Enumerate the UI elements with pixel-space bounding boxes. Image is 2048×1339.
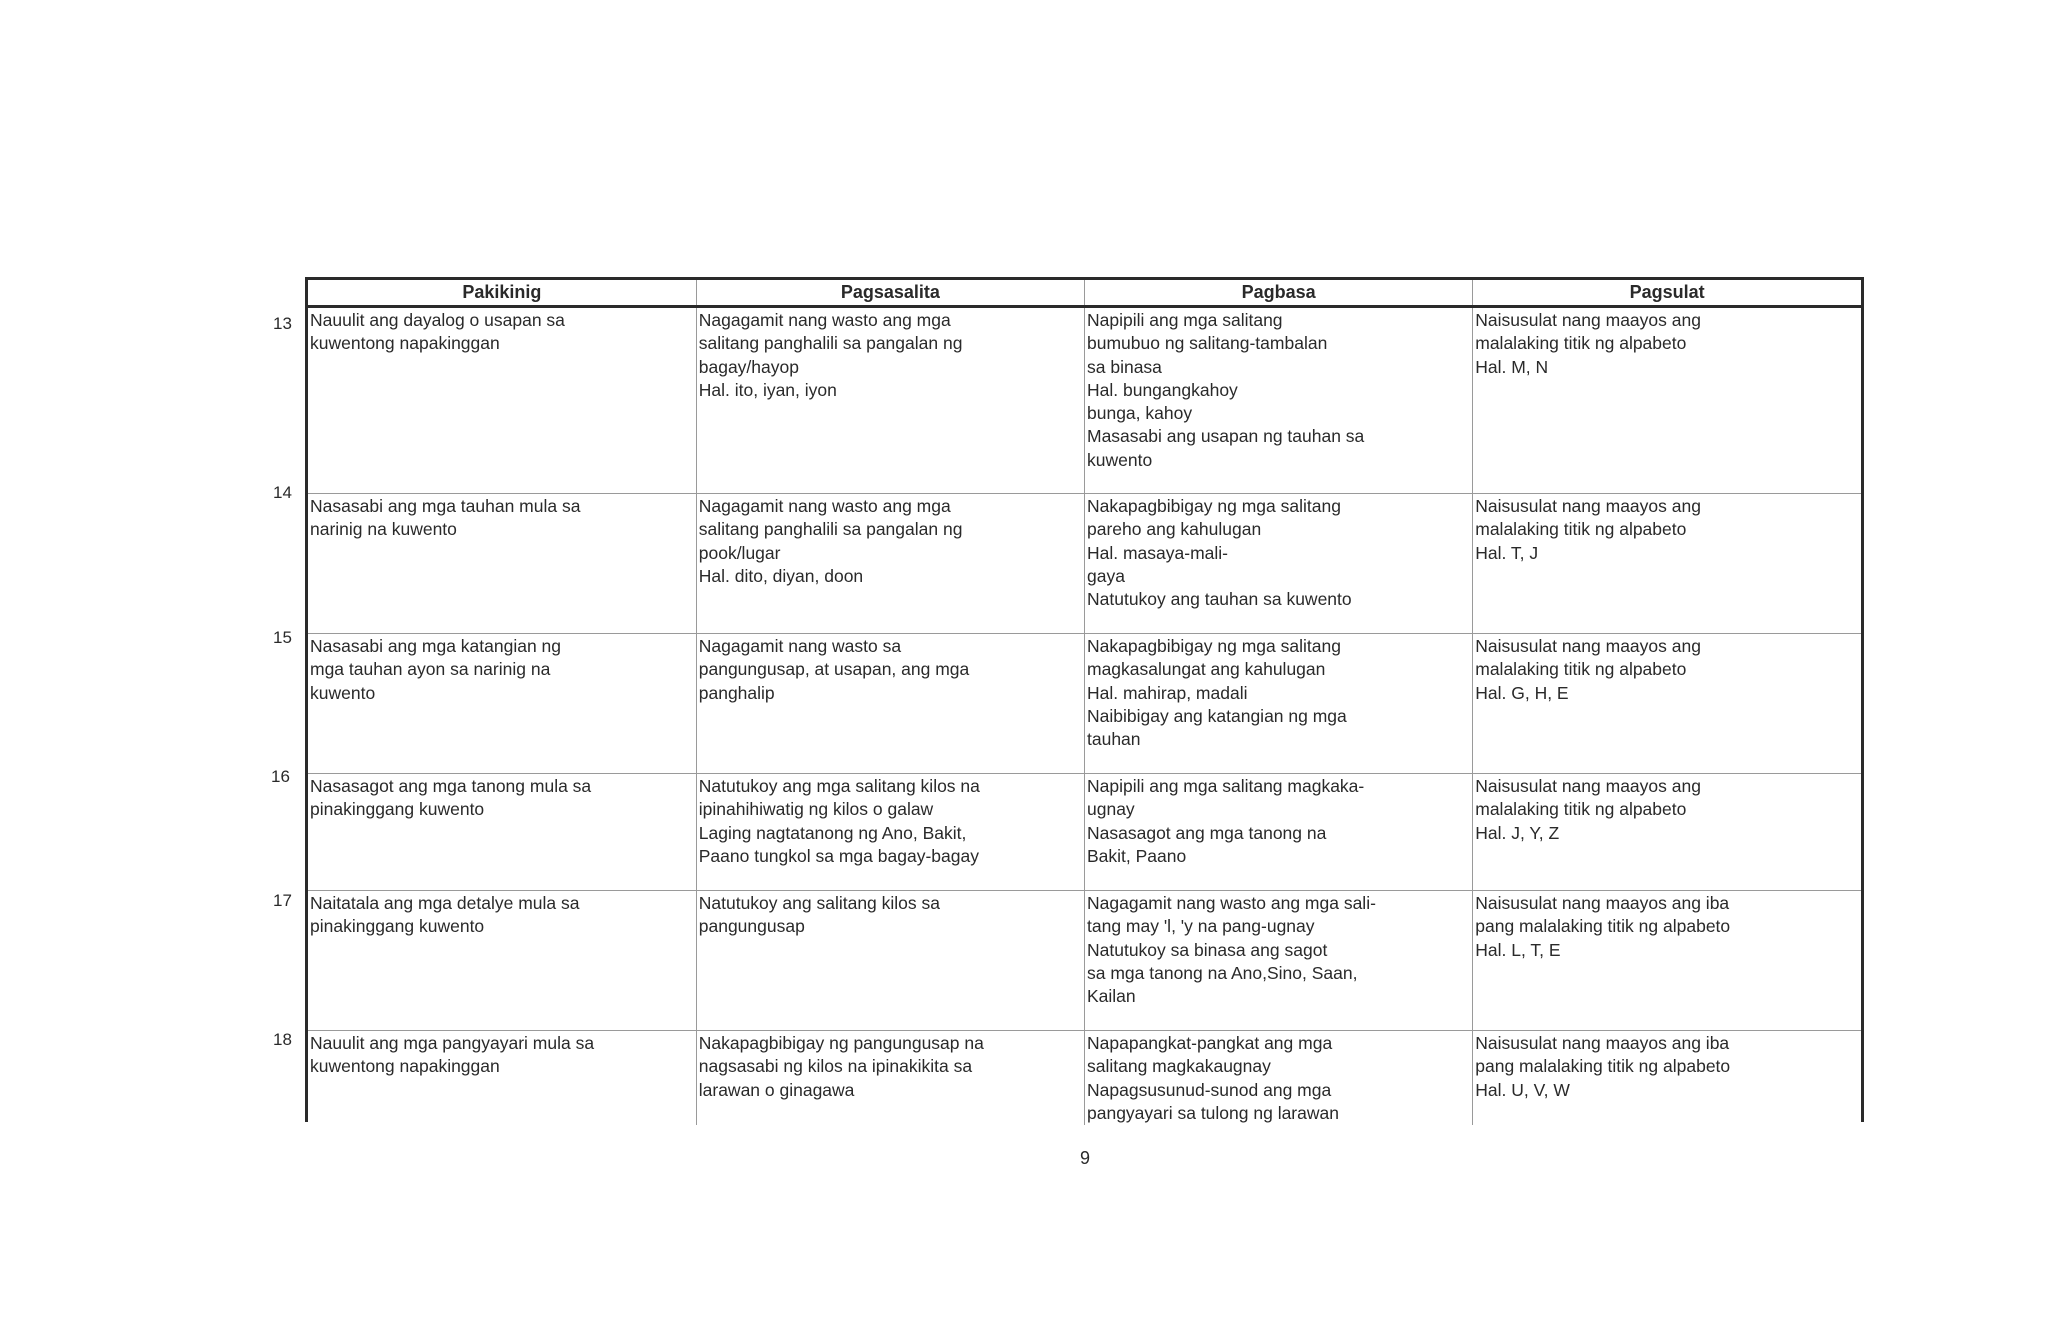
table-cell: Naitatala ang mga detalye mula sa pinakinggang kuwento (308, 891, 696, 1031)
table-cell: Naisusulat nang maayos ang malalaking titik ng alpabeto Hal. T, J (1473, 494, 1861, 634)
table-cell: Nakapagbibigay ng mga salitang pareho ang kahulugan Hal. masaya-mali- gaya Natutukoy ang tauhan sa kuwento (1085, 494, 1473, 634)
row-number: 13 (273, 314, 292, 333)
table-cell: Napapangkat-pangkat ang mga salitang magkakaugnay Napagsusunud-sunod ang mga pangyayari sa tulong ng larawan (1085, 1031, 1473, 1126)
table-cell: Nagagamit nang wasto ang mga sali- tang may 'l, 'y na pang-ugnay Natutukoy sa binasa ang sagot sa mga tanong na Ano,Sino, Saan, Kailan (1085, 891, 1473, 1031)
competency-table (305, 277, 1864, 1122)
table-cell: Nagagamit nang wasto ang mga salitang panghalili sa pangalan ng pook/lugar Hal. dito, diyan, doon (696, 494, 1084, 634)
table-row (308, 891, 1861, 1031)
table-cell: Nasasabi ang mga katangian ng mga tauhan ayon sa narinig na kuwento (308, 634, 696, 774)
page-number: 9 (1079, 1148, 1090, 1168)
table-cell: Nagagamit nang wasto ang mga salitang panghalili sa pangalan ng bagay/hayop Hal. ito, iyan, iyon (696, 307, 1084, 494)
column-header-pagsasalita: Pagsasalita (696, 280, 1084, 307)
table-header-row (308, 280, 1861, 307)
table-cell: Naisusulat nang maayos ang malalaking titik ng alpabeto Hal. M, N (1473, 307, 1861, 494)
table-row (308, 774, 1861, 891)
table-row (308, 494, 1861, 634)
table-row (308, 307, 1861, 494)
row-number: 17 (273, 891, 292, 910)
table-cell: Nagagamit nang wasto sa pangungusap, at usapan, ang mga panghalip (696, 634, 1084, 774)
table-cell: Nasasagot ang mga tanong mula sa pinakinggang kuwento (308, 774, 696, 891)
table-cell: Nasasabi ang mga tauhan mula sa narinig na kuwento (308, 494, 696, 634)
column-header-pagbasa: Pagbasa (1085, 280, 1473, 307)
column-header-pagsulat: Pagsulat (1473, 280, 1861, 307)
table-cell: Napipili ang mga salitang magkaka- ugnay Nasasagot ang mga tanong na Bakit, Paano (1085, 774, 1473, 891)
row-number: 14 (273, 483, 292, 502)
table-cell: Naisusulat nang maayos ang iba pang malalaking titik ng alpabeto Hal. L, T, E (1473, 891, 1861, 1031)
row-number: 16 (271, 767, 290, 786)
table-cell: Natutukoy ang salitang kilos sa pangungusap (696, 891, 1084, 1031)
table-cell: Nauulit ang mga pangyayari mula sa kuwentong napakinggan (308, 1031, 696, 1126)
table-row (308, 634, 1861, 774)
row-number: 18 (273, 1030, 292, 1049)
table-cell: Nauulit ang dayalog o usapan sa kuwentong napakinggan (308, 307, 696, 494)
row-number: 15 (273, 628, 292, 647)
table-cell: Napipili ang mga salitang bumubuo ng salitang-tambalan sa binasa Hal. bungangkahoy bunga, kahoy Masasabi ang usapan ng tauhan sa kuwento (1085, 307, 1473, 494)
table-cell: Naisusulat nang maayos ang iba pang malalaking titik ng alpabeto Hal. U, V, W (1475, 1033, 1731, 1100)
table-cell: Natutukoy ang mga salitang kilos na ipinahihiwatig ng kilos o galaw Laging nagtatanong ng Ano, Bakit, Paano tungkol sa mga bagay-bagay (696, 774, 1084, 891)
table-cell: Nakapagbibigay ng mga salitang magkasalungat ang kahulugan Hal. mahirap, madali Naibibigay ang katangian ng mga tauhan (1085, 634, 1473, 774)
table-cell: Naisusulat nang maayos ang malalaking titik ng alpabeto Hal. G, H, E (1473, 634, 1861, 774)
table-cell: Naisusulat nang maayos ang malalaking titik ng alpabeto Hal. J, Y, Z (1473, 774, 1861, 891)
table-cell: Nakapagbibigay ng pangungusap na nagsasabi ng kilos na ipinakikita sa larawan o ginagawa (696, 1031, 1084, 1126)
column-header-pakikinig: Pakikinig (308, 280, 696, 307)
table-row (308, 1031, 1861, 1126)
